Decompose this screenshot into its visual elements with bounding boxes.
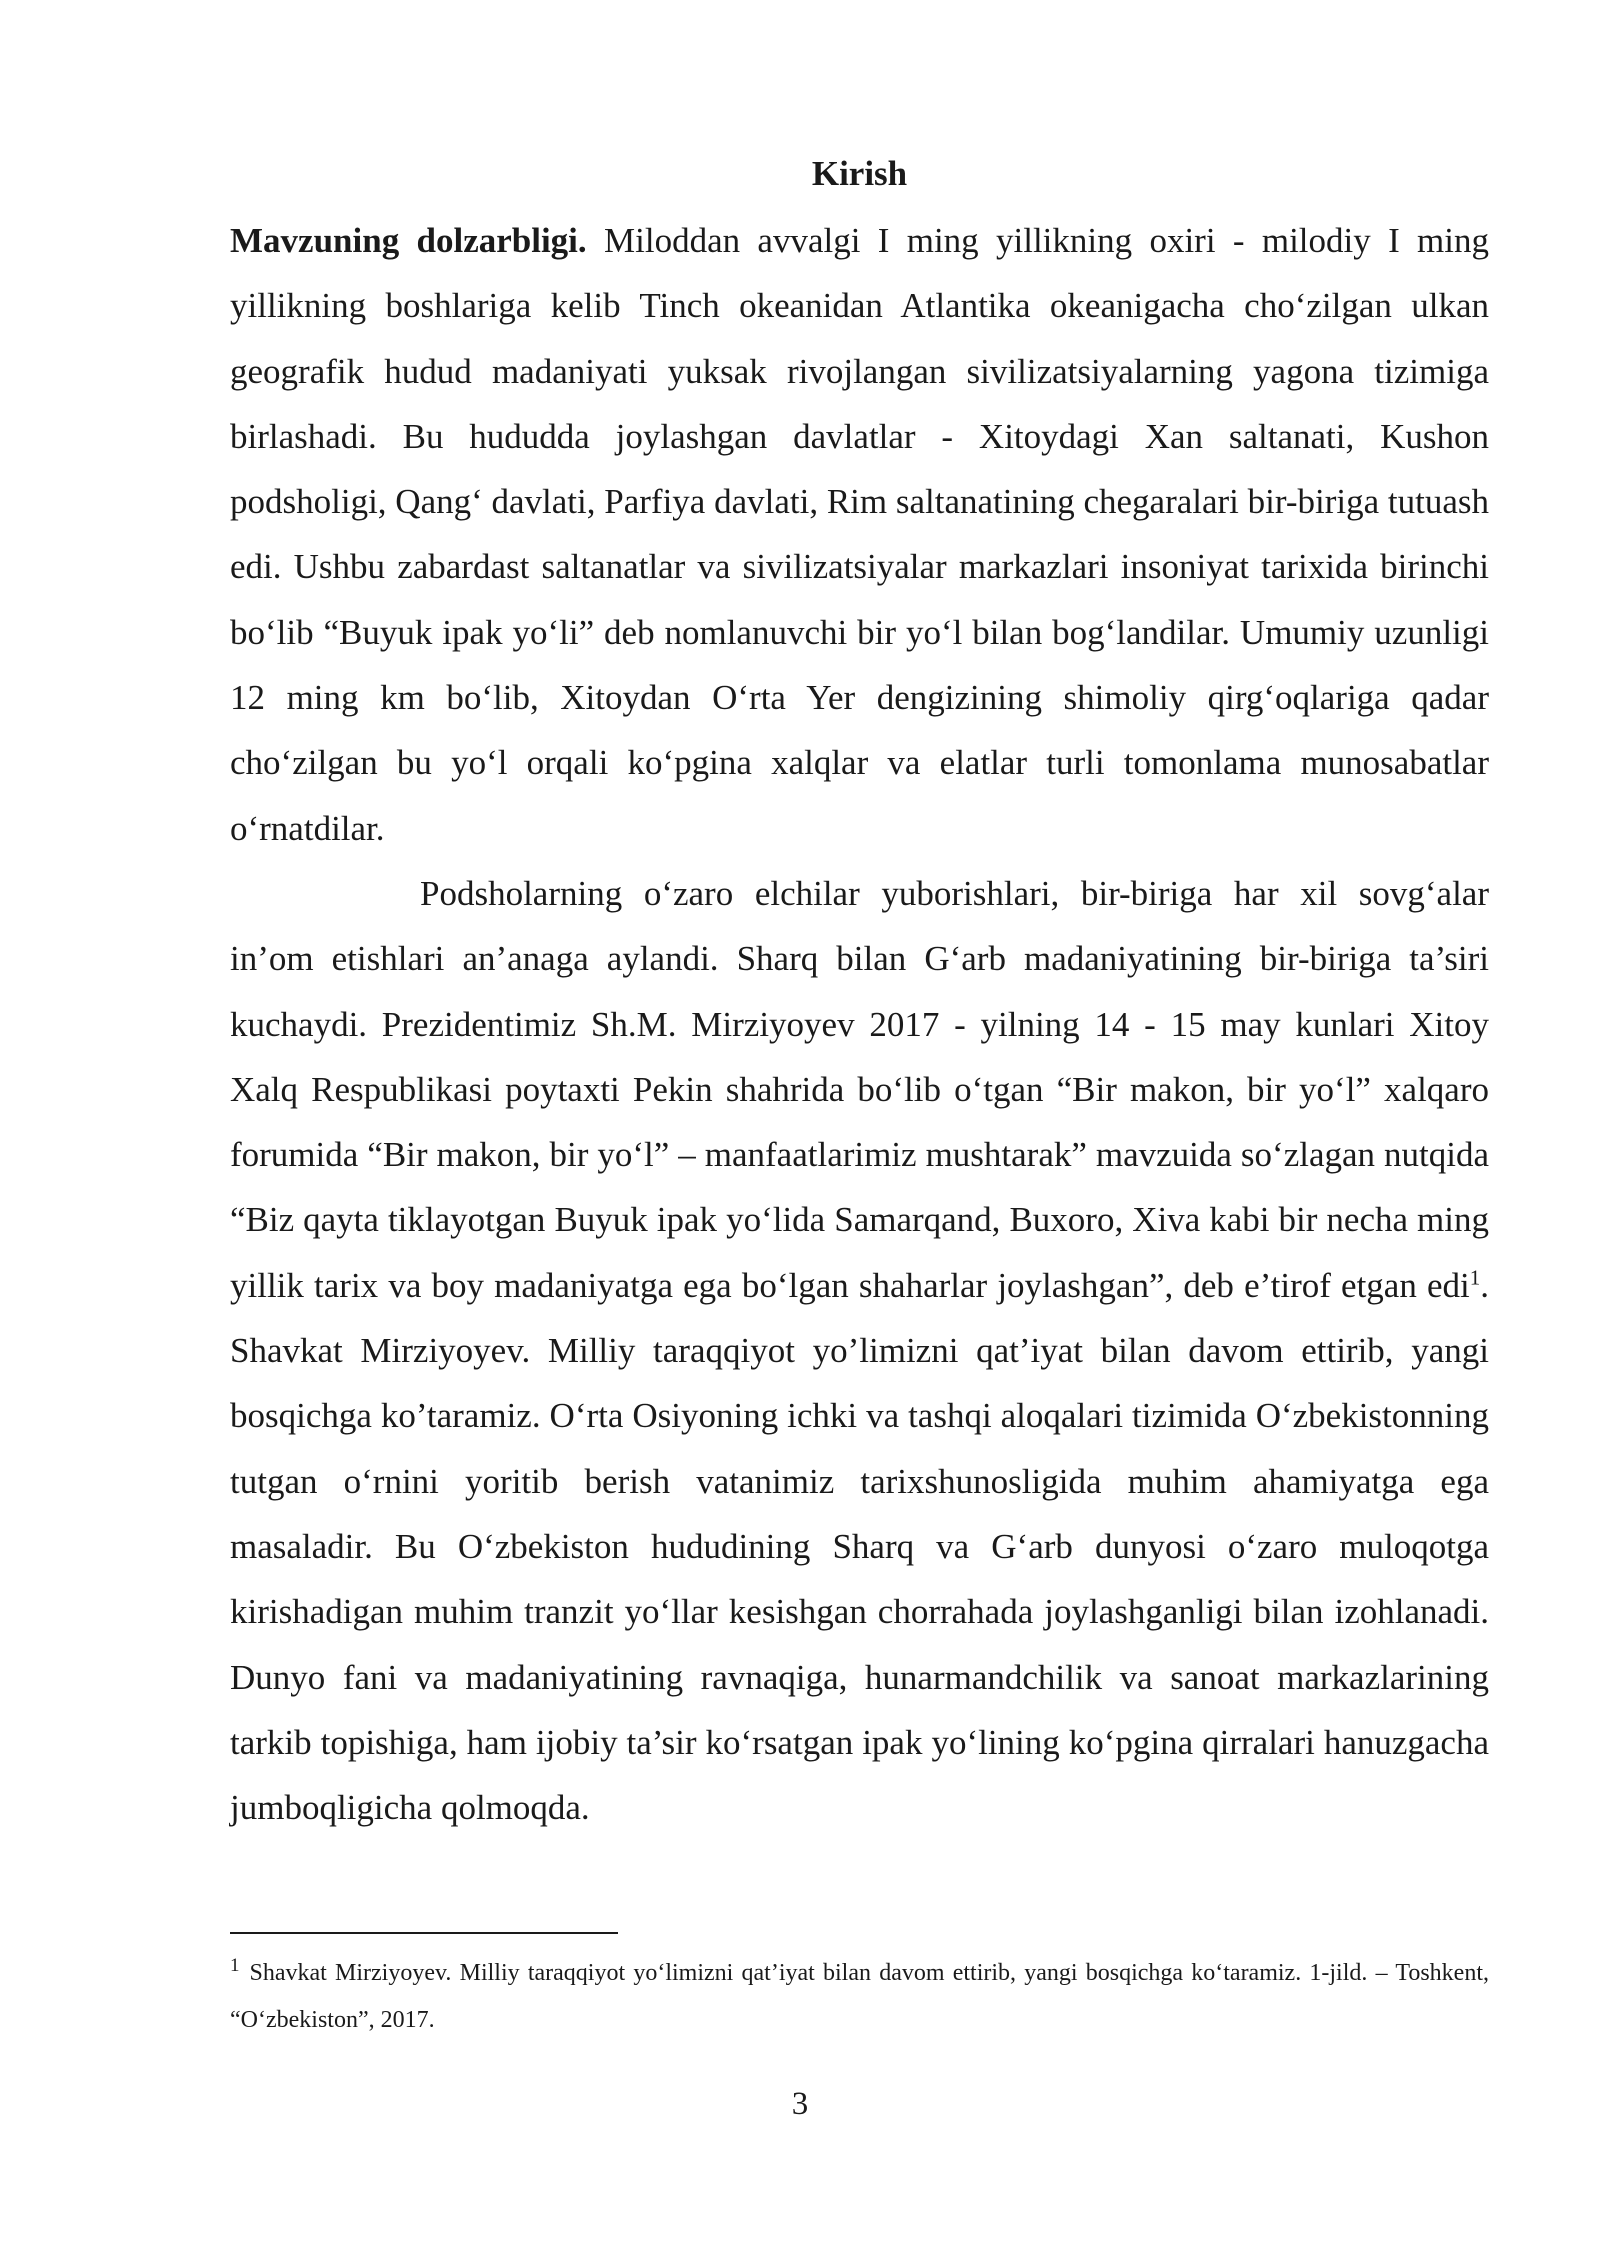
page-body xyxy=(230,146,1489,1840)
paragraph-history xyxy=(230,861,1489,1840)
page-number: 3 xyxy=(791,2086,809,2122)
footnote xyxy=(230,1950,1489,2044)
paragraph-lead: Mavzuning dolzarbligi. xyxy=(230,221,587,260)
paragraph-text: Miloddan avvalgi I ming yillikning oxiri - milodiy I ming yillikning boshlariga kelib Tinch okeanidan Atlantika okeanigacha cho‘zilgan ulkan geografik hudud madaniyati yuksak rivojlangan sivilizatsiyalarning yagona tizimiga birlashadi. Bu hududda joylashgan davlatlar - Xitoydagi Xan saltanati, Kushon podsholigi, Qang‘ davlati, Parfiya davlati, Rim saltanatining chegaralari bir-biriga tutuash edi. Ushbu zabardast saltanatlar va sivilizatsiyalar markazlari insoniyat tarixida birinchi bo‘lib “Buyuk ipak yo‘li” deb nomlanuvchi bir yo‘l bilan bog‘landilar. Umumiy uzunligi 12 ming km bo‘lib, Xitoydan O‘rta Yer dengizining shimoliy qirg‘oqlariga qadar cho‘zilgan bu yo‘l orqali ko‘pgina xalqlar va elatlar turli tomonlama munosabatlar o‘rnatdilar. xyxy=(230,221,1490,848)
section-heading: Kirish xyxy=(811,154,908,193)
footnote-reference[interactable]: 1 xyxy=(1469,1265,1481,1290)
paragraph-text-after-ref: . Shavkat Mirziyoyev. Milliy taraqqiyot yo’limizni qat’iyat bilan davom ettirib, yangi bosqichga ko’taramiz. O‘rta Osiyoning ichki va tashqi aloqalari tizimida O‘zbekistonning tutgan o‘rnini yoritib berish vatanimiz tarixshunosligida muhim ahamiyatga ega masaladir. Bu O‘zbekiston hududining Sharq va G‘arb dunyosi o‘zaro muloqotga kirishadigan muhim tranzit yo‘llar kesishgan chorrahada joylashganligi bilan izohlanadi. Dunyo fani va madaniyatining ravnaqiga, hunarmandchilik va sanoat markazlarining tarkib topishiga, ham ijobiy ta’sir ko‘rsatgan ipak yo‘lining ko‘pgina qirralari hanuzgacha jumboqligicha qolmoqda. xyxy=(230,1265,1489,1828)
footnote-text: Shavkat Mirziyoyev. Milliy taraqqiyot yo‘limizni qat’iyat bilan davom ettirib, yangi bosqichga ko‘taramiz. 1-jild. – Toshkent, “O‘zbekiston”, 2017. xyxy=(230,1960,1489,2033)
footnote-mark: 1 xyxy=(230,1955,240,1976)
paragraph-text-before-ref: Podsholarning o‘zaro elchilar yuborishlari, bir-biriga har xil sovg‘alar in’om etishlari an’anaga aylandi. Sharq bilan G‘arb madaniyatining bir-biriga ta’siri kuchaydi. Prezidentimiz Sh.M. Mirziyoyev 2017 - yilning 14 - 15 may kunlari Xitoy Xalq Respublikasi poytaxti Pekin shahrida bo‘lib o‘tgan “Bir makon, bir yo‘l” xalqaro forumida “Bir makon, bir yo‘l” – manfaatlarimiz mushtarak” mavzuida so‘zlagan nutqida “Biz qayta tiklayotgan Buyuk ipak yo‘lida Samarqand, Buxoro, Xiva kabi bir necha ming yillik tarix va boy madaniyatga ega bo‘lgan shaharlar joylashgan”, deb e’tirof etgan edi xyxy=(230,873,1489,1305)
paragraph-relevance xyxy=(230,208,1489,861)
footnote-separator xyxy=(230,1932,618,1934)
